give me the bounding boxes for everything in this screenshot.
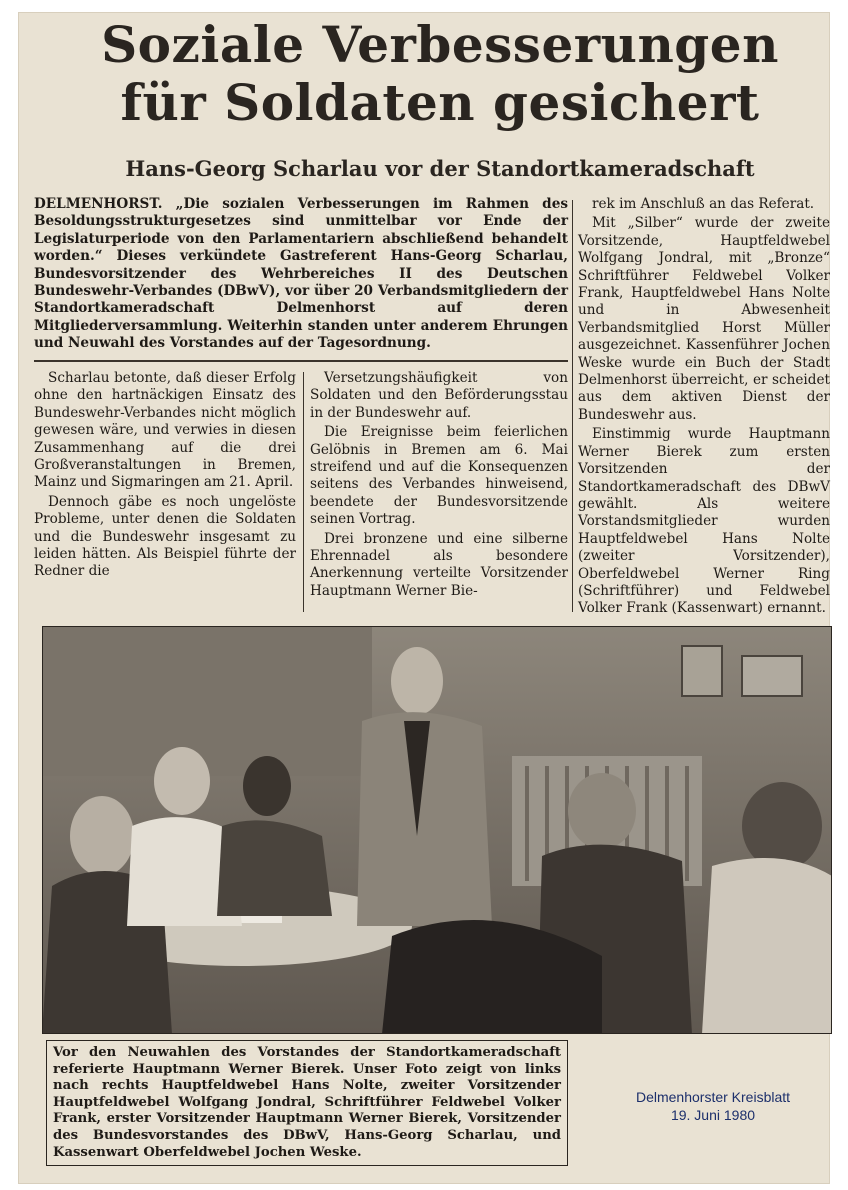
paragraph: Einstimmig wurde Hauptmann Werner Bierek zum ersten Vorsitzenden der Standortkameradschaft des DBwV gewählt. Als weitere Vorstandsmitglieder wurden Hauptfeldwebel Hans Nolte (zweiter Vorsitzender), Oberfeldwebel Werner Ring (Schriftführer) und Feldwebel Volker Frank (Kassenwart) ernannt.: [578, 426, 830, 617]
headline-line-1: Soziale Verbesserungen: [101, 15, 779, 74]
paragraph: Versetzungshäufigkeit von Soldaten und den Beförderungsstau in der Bundeswehr auf.: [310, 370, 568, 421]
source-publication: Delmenhorster Kreisblatt: [635, 1089, 791, 1105]
article-column-2: [310, 370, 568, 600]
source-date: 19. Juni 1980: [670, 1107, 756, 1123]
headline: [70, 16, 810, 132]
subheadline: Hans-Georg Scharlau vor der Standortkameradschaft: [125, 156, 755, 181]
paragraph: Scharlau betonte, daß dieser Erfolg ohne den hartnäckigen Einsatz des Bundeswehr-Verbandes nicht möglich gewesen wäre, und verwies in diesen Zusammenhang auf die drei Großveranstaltungen in Bremen, Mainz und Sigmaringen am 21. April.: [34, 370, 296, 491]
column-divider-1: [303, 372, 304, 612]
paragraph: Drei bronzene und eine silberne Ehrennadel als besondere Anerkennung verteilte Vorsitzender Hauptmann Werner Bie-: [310, 530, 568, 599]
source-annotation: [608, 1088, 818, 1124]
article-column-3: [578, 196, 830, 618]
lead-divider: [34, 360, 568, 362]
headline-line-2: für Soldaten gesichert: [120, 73, 760, 132]
column-divider-2: [572, 200, 573, 612]
article-photo: [42, 626, 832, 1034]
paragraph: Die Ereignisse beim feierlichen Gelöbnis in Bremen am 6. Mai streifend und auf die Konsequenzen seitens des Verbandes hinweisend, beendete der Bundesvorsitzende seinen Vortrag.: [310, 424, 568, 528]
photo-meeting-scene: [42, 626, 832, 1034]
paragraph: Dennoch gäbe es noch ungelöste Probleme, unter denen die Soldaten und die Bundeswehr insgesamt zu leiden hätten. Als Beispiel führte der Redner die: [34, 493, 296, 580]
photo-caption: Vor den Neuwahlen des Vorstandes der Standortkameradschaft referierte Hauptmann Werner Bierek. Unser Foto zeigt von links nach rechts Hauptfeldwebel Hans Nolte, zweiter Vorsitzender Hauptfeldwebel Wolfgang Jondral, Schriftführer Feldwebel Volker Frank, erster Vorsitzender Hauptmann Werner Bierek, Vorsitzender des Bundesvorstandes des DBwV, Hans-Georg Scharlau, und Kassenwart Oberfeldwebel Jochen Weske.: [46, 1040, 568, 1166]
paragraph: rek im Anschluß an das Referat.: [592, 196, 815, 212]
lead-paragraph: DELMENHORST. „Die sozialen Verbesserungen im Rahmen des Besoldungsstrukturgesetzes sind unmittelbar vor Ende der Legislaturperiode von den Parlamentariern abschließend behandelt worden.“ Dieses verkündete Gastreferent Hans-Georg Scharlau, Bundesvorsitzender des Wehrbereiches II des Deutschen Bundeswehr-Verbandes (DBwV), vor über 20 Verbandsmitgliedern der Standortkameradschaft Delmenhorst auf deren Mitgliederversammlung. Weiterhin standen unter anderem Ehrungen und Neuwahl des Vorstandes auf der Tagesordnung.: [34, 196, 568, 352]
article-column-1: [34, 370, 296, 581]
paragraph: Mit „Silber“ wurde der zweite Vorsitzende, Hauptfeldwebel Wolfgang Jondral, mit „Bronze“ Schriftführer Feldwebel Volker Frank, Hauptfeldwebel Hans Nolte und in Abwesenheit Verbandsmitglied Horst Müller ausgezeichnet. Kassenführer Jochen Weske wurde ein Buch der Stadt Delmenhorst überreicht, er scheidet aus dem aktiven Dienst der Bundeswehr aus.: [578, 215, 830, 423]
